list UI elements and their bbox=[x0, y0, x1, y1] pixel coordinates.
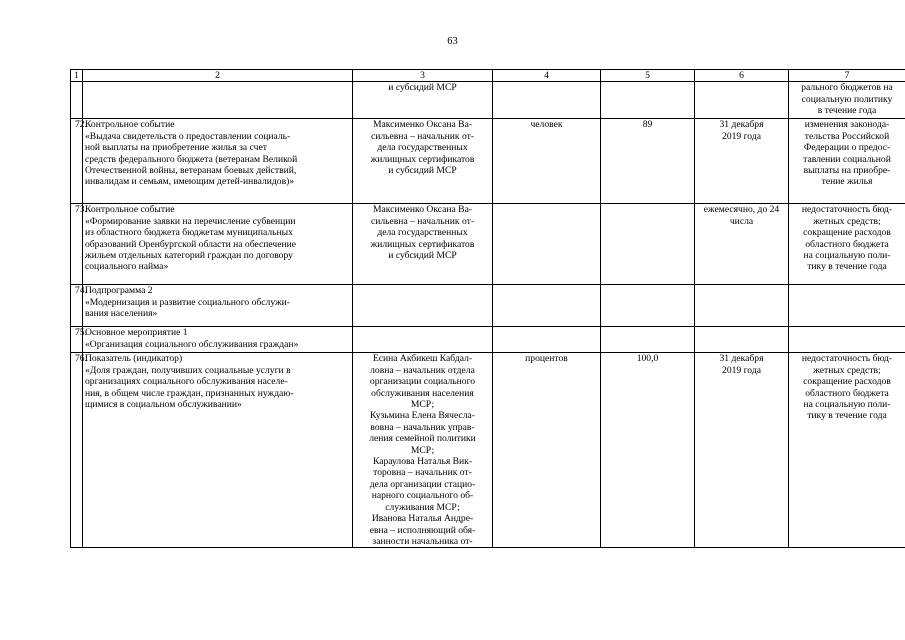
responsible-person-line: дела государственных bbox=[377, 227, 468, 239]
risk-line: областного бюджета bbox=[805, 387, 889, 399]
event-name-line: вания населения» bbox=[85, 308, 158, 320]
cell-risk bbox=[789, 82, 905, 119]
risk-line: тельства Российской bbox=[804, 130, 890, 142]
cell-responsible-person bbox=[353, 327, 493, 353]
responsible-person-line: Максименко Оксана Ва- bbox=[372, 204, 473, 216]
deadline-line: 2019 года bbox=[722, 130, 761, 142]
responsible-person-line: МСР; bbox=[410, 399, 435, 411]
cell-risk bbox=[789, 353, 905, 548]
responsible-person-line: служивания МСР; bbox=[385, 501, 460, 513]
row-number-line: 75. bbox=[75, 327, 87, 339]
event-name-line: «Модернизация и развитие социального обслужи- bbox=[85, 296, 290, 308]
cell-responsible-person bbox=[353, 353, 493, 548]
risk-line: жетных средств; bbox=[813, 364, 881, 376]
responsible-person-line: сильевна – начальник от- bbox=[370, 130, 475, 142]
responsible-person-line: сильевна – начальник от- bbox=[370, 215, 475, 227]
cell-unit bbox=[493, 327, 601, 353]
cell-responsible-person bbox=[353, 204, 493, 285]
table-row bbox=[71, 327, 905, 353]
risk-line: рального бюджетов на bbox=[801, 82, 893, 94]
risk-line: сокращение расходов bbox=[803, 376, 891, 388]
cell-event-name bbox=[83, 204, 353, 285]
row-number-line: 73. bbox=[75, 204, 87, 216]
cell-responsible-person bbox=[353, 285, 493, 327]
event-name-line: из областного бюджета бюджетам муниципальных bbox=[85, 227, 293, 239]
event-name-line: Контрольное событие bbox=[85, 204, 175, 216]
cell-row-number bbox=[71, 204, 87, 285]
risk-line: тику в течение года bbox=[807, 410, 887, 422]
event-name-line: Контрольное событие bbox=[85, 119, 175, 131]
cell-value bbox=[601, 119, 695, 204]
responsible-person-line: Караулова Наталья Вик- bbox=[372, 456, 473, 468]
cell-row-number bbox=[71, 327, 87, 353]
deadline-line: ежемесячно, до 24 bbox=[703, 204, 780, 216]
header-cell: 7 bbox=[789, 70, 905, 82]
row-number-line: 76. bbox=[75, 353, 87, 365]
table-row bbox=[71, 119, 905, 204]
cell-deadline bbox=[695, 119, 789, 204]
deadline-line: числа bbox=[729, 215, 754, 227]
responsible-person-line: Иванова Наталья Андре- bbox=[371, 513, 474, 525]
events-table bbox=[70, 69, 905, 548]
cell-unit bbox=[493, 353, 601, 548]
row-number-line: 72. bbox=[75, 119, 87, 131]
responsible-person-line: ления семейной политики bbox=[369, 433, 476, 445]
risk-line: сокращение расходов bbox=[803, 227, 891, 239]
event-name-line: ной выплаты на приобретение жилья за счет bbox=[85, 142, 267, 154]
event-name-line: щимися в социальном обслуживании» bbox=[85, 399, 242, 411]
page-number: 63 bbox=[447, 36, 458, 47]
event-name-line: Основное мероприятие 1 bbox=[85, 327, 188, 339]
responsible-person-line: обслуживания населения bbox=[371, 387, 474, 399]
cell-value bbox=[601, 82, 695, 119]
deadline-line: 2019 года bbox=[722, 364, 761, 376]
cell-risk bbox=[789, 327, 905, 353]
cell-deadline bbox=[695, 204, 789, 285]
cell-row-number bbox=[71, 353, 87, 548]
responsible-person-line: организации социального bbox=[369, 376, 476, 388]
table-row bbox=[71, 82, 905, 119]
event-name-line: Подпрограмма 2 bbox=[85, 285, 153, 297]
responsible-person-line: дела организации стацио- bbox=[369, 478, 476, 490]
cell-event-name bbox=[83, 82, 353, 119]
responsible-person-line: занности начальника от- bbox=[372, 535, 473, 547]
cell-unit bbox=[493, 285, 601, 327]
cell-event-name bbox=[83, 285, 353, 327]
event-name-line: инвалидам и семьям, имеющим детей-инвалидов)» bbox=[85, 176, 295, 188]
cell-deadline bbox=[695, 353, 789, 548]
responsible-person-line: и субсидий МСР bbox=[388, 165, 457, 177]
header-cell: 6 bbox=[695, 70, 789, 82]
value-line: 89 bbox=[642, 119, 653, 131]
cell-value bbox=[601, 327, 695, 353]
risk-line: в течение года bbox=[817, 105, 877, 117]
risk-line: изменения законода- bbox=[804, 119, 890, 131]
event-name-line: «Выдача свидетельств о предоставлении социаль- bbox=[85, 130, 291, 142]
cell-unit bbox=[493, 82, 601, 119]
header-cell: 5 bbox=[601, 70, 695, 82]
header-cell: 2 bbox=[83, 70, 353, 82]
responsible-person-line: нарного социального об- bbox=[371, 490, 474, 502]
cell-event-name bbox=[83, 119, 353, 204]
unit-line: процентов bbox=[525, 353, 568, 365]
responsible-person-line: жилищных сертификатов bbox=[370, 153, 475, 165]
risk-line: тавлении социальной bbox=[803, 153, 891, 165]
risk-line: недостаточность бюд- bbox=[801, 204, 893, 216]
event-name-line: «Формирование заявки на перечисление субвенции bbox=[85, 215, 296, 227]
deadline-line: 31 декабря bbox=[719, 119, 764, 131]
cell-event-name bbox=[83, 353, 353, 548]
responsible-person-line: Максименко Оксана Ва- bbox=[372, 119, 473, 131]
table-row bbox=[71, 353, 905, 548]
event-name-line: жильем отдельных категорий граждан по договору bbox=[85, 250, 293, 262]
cell-row-number bbox=[71, 82, 83, 119]
risk-line: на социальную поли- bbox=[803, 250, 891, 262]
responsible-person-line: и субсидий МСР bbox=[388, 250, 457, 262]
table-row bbox=[71, 285, 905, 327]
responsible-person-line: жилищных сертификатов bbox=[370, 238, 475, 250]
event-name-line: социального найма» bbox=[85, 261, 169, 273]
cell-unit bbox=[493, 119, 601, 204]
responsible-person-line: Есина Акбикеш Кабдал- bbox=[372, 353, 473, 365]
cell-value bbox=[601, 353, 695, 548]
event-name-line: организациях социального обслуживания населе- bbox=[85, 376, 288, 388]
event-name-line: Показатель (индикатор) bbox=[85, 353, 183, 365]
unit-line: человек bbox=[530, 119, 563, 131]
cell-risk bbox=[789, 285, 905, 327]
cell-event-name bbox=[83, 327, 353, 353]
risk-line: тику в течение года bbox=[807, 261, 887, 273]
risk-line: жетных средств; bbox=[813, 215, 881, 227]
responsible-person-line: Кузьмина Елена Вячесла- bbox=[370, 410, 475, 422]
header-cell: 4 bbox=[493, 70, 601, 82]
cell-value bbox=[601, 204, 695, 285]
value-line: 100,0 bbox=[636, 353, 659, 365]
responsible-person-line: вовна – начальник управ- bbox=[370, 421, 475, 433]
event-name-line: средств федерального бюджета (ветеранам Великой bbox=[85, 153, 298, 165]
event-name-line: «Доля граждан, получивших социальные услуги в bbox=[85, 364, 291, 376]
responsible-person-line: и субсидий МСР bbox=[388, 82, 457, 94]
risk-line: Федерации о предос- bbox=[803, 142, 891, 154]
risk-line: выплаты на приобре- bbox=[803, 165, 891, 177]
cell-risk bbox=[789, 119, 905, 204]
header-cell: 3 bbox=[353, 70, 493, 82]
responsible-person-line: ловна – начальник отдела bbox=[370, 364, 475, 376]
header-row bbox=[71, 70, 905, 82]
row-number-line: 74. bbox=[75, 285, 87, 297]
cell-risk bbox=[789, 204, 905, 285]
responsible-person-line: торовна – начальник от- bbox=[373, 467, 472, 479]
risk-line: социальную политику bbox=[801, 93, 893, 105]
cell-deadline bbox=[695, 327, 789, 353]
risk-line: недостаточность бюд- bbox=[801, 353, 893, 365]
responsible-person-line: евна – исполняющий обя- bbox=[369, 524, 476, 536]
header-cell: 1 bbox=[71, 70, 83, 82]
event-name-line: образований Оренбургской области на обеспечение bbox=[85, 238, 296, 250]
cell-unit bbox=[493, 204, 601, 285]
responsible-person-line: МСР; bbox=[410, 444, 435, 456]
event-name-line: ния, в общем числе граждан, признанных нуждаю- bbox=[85, 387, 294, 399]
cell-deadline bbox=[695, 285, 789, 327]
deadline-line: 31 декабря bbox=[719, 353, 764, 365]
cell-row-number bbox=[71, 285, 87, 327]
risk-line: тение жилья bbox=[821, 176, 873, 188]
cell-deadline bbox=[695, 82, 789, 119]
cell-row-number bbox=[71, 119, 87, 204]
table-row bbox=[71, 204, 905, 285]
risk-line: на социальную поли- bbox=[803, 399, 891, 411]
event-name-line: «Организация социального обслуживания граждан» bbox=[85, 338, 299, 350]
risk-line: областного бюджета bbox=[805, 238, 889, 250]
cell-responsible-person bbox=[353, 119, 493, 204]
cell-responsible-person bbox=[353, 82, 493, 119]
cell-value bbox=[601, 285, 695, 327]
event-name-line: Отечественной войны, ветеранам боевых действий, bbox=[85, 165, 297, 177]
responsible-person-line: дела государственных bbox=[377, 142, 468, 154]
